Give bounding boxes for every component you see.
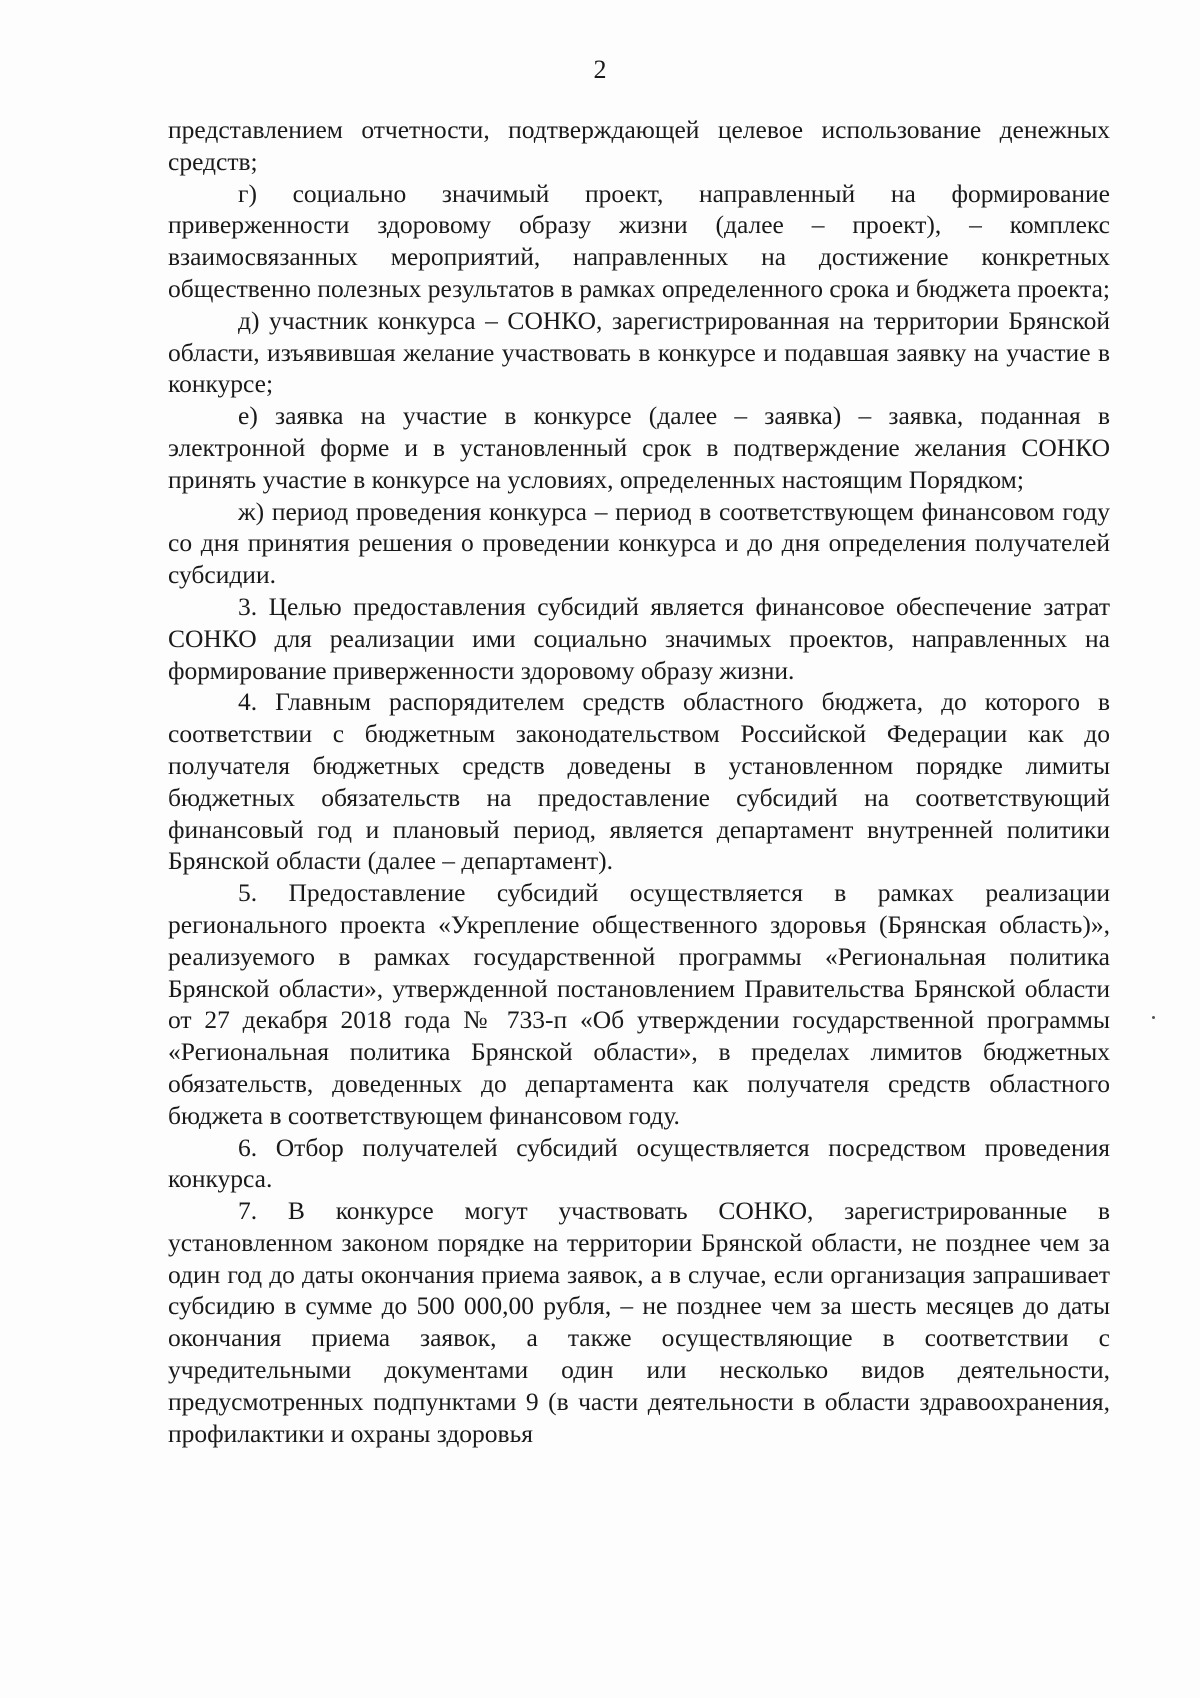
paragraph-4: 4. Главным распорядителем средств областного бюджета, до которого в соответствии с бюджетным законодательством Российской Федерации как до получателя бюджетных средств доведены в установленном порядке лимиты бюджетных обязательств на предоставление субсидий на соответствующий финансовый год и плановый период, является департамент внутренней политики Брянской области (далее – департамент). (168, 687, 1110, 876)
paragraph-5: 5. Предоставление субсидий осуществляется в рамках реализации регионального проекта «Укрепление общественного здоровья (Брянская область)», реализуемого в рамках государственной программы «Региональная политика Брянской области», утвержденной постановлением Правительства Брянской области от 27 декабря 2018 года № 733-п «Об утверждении государственной программы «Региональная политика Брянской области», в пределах лимитов бюджетных обязательств, доведенных до департамента как получателя средств областного бюджета в соответствующем финансовом году. (168, 878, 1110, 1130)
paragraph-item-zh: ж) период проведения конкурса – период в соответствующем финансовом году со дня принятия решения о проведении конкурса и до дня определения получателей субсидии. (168, 496, 1110, 590)
paragraph-item-g: г) социально значимый проект, направленный на формирование приверженности здоровому образу жизни (далее – проект), – комплекс взаимосвязанных мероприятий, направленных на достижение конкретных общественно полезных результатов в рамках определенного срока и бюджета проекта; (168, 178, 1111, 303)
page-number: 2 (593, 55, 607, 84)
paragraph-7: 7. В конкурсе могут участвовать СОНКО, зарегистрированные в установленном законом порядке на территории Брянской области, не позднее чем за один год до даты окончания приема заявок, а в случае, если организация запрашивает субсидию в сумме до 500 000,00 рубля, – не позднее чем за шесть месяцев до даты окончания приема заявок, а также осуществляющие в соответствии с учредительными документами один или несколько видов деятельности, предусмотренных подпунктами 9 (в части деятельности в области здравоохранения, профилактики и охраны здоровья (168, 1196, 1110, 1448)
paragraph-continuation: представлением отчетности, подтверждающей целевое использование денежных средств; (168, 115, 1110, 176)
paragraph-item-d: д) участник конкурса – СОНКО, зарегистрированная на территории Брянской области, изъявившая желание участвовать в конкурсе и подавшая заявку на участие в конкурсе; (168, 305, 1110, 399)
paragraph-6: 6. Отбор получателей субсидий осуществляется посредством проведения конкурса. (168, 1132, 1110, 1194)
scan-speck (1152, 1016, 1155, 1019)
document-body (168, 114, 1110, 1449)
paragraph-3: 3. Целью предоставления субсидий является финансовое обеспечение затрат СОНКО для реализации ими социально значимых проектов, направленных на формирование приверженности здоровому образу жизни. (168, 591, 1110, 685)
paragraph-item-e: е) заявка на участие в конкурсе (далее – заявка) – заявка, поданная в электронной форме и в установленный срок в подтверждение желания СОНКО принять участие в конкурсе на условиях, определенных настоящим Порядком; (168, 401, 1110, 494)
